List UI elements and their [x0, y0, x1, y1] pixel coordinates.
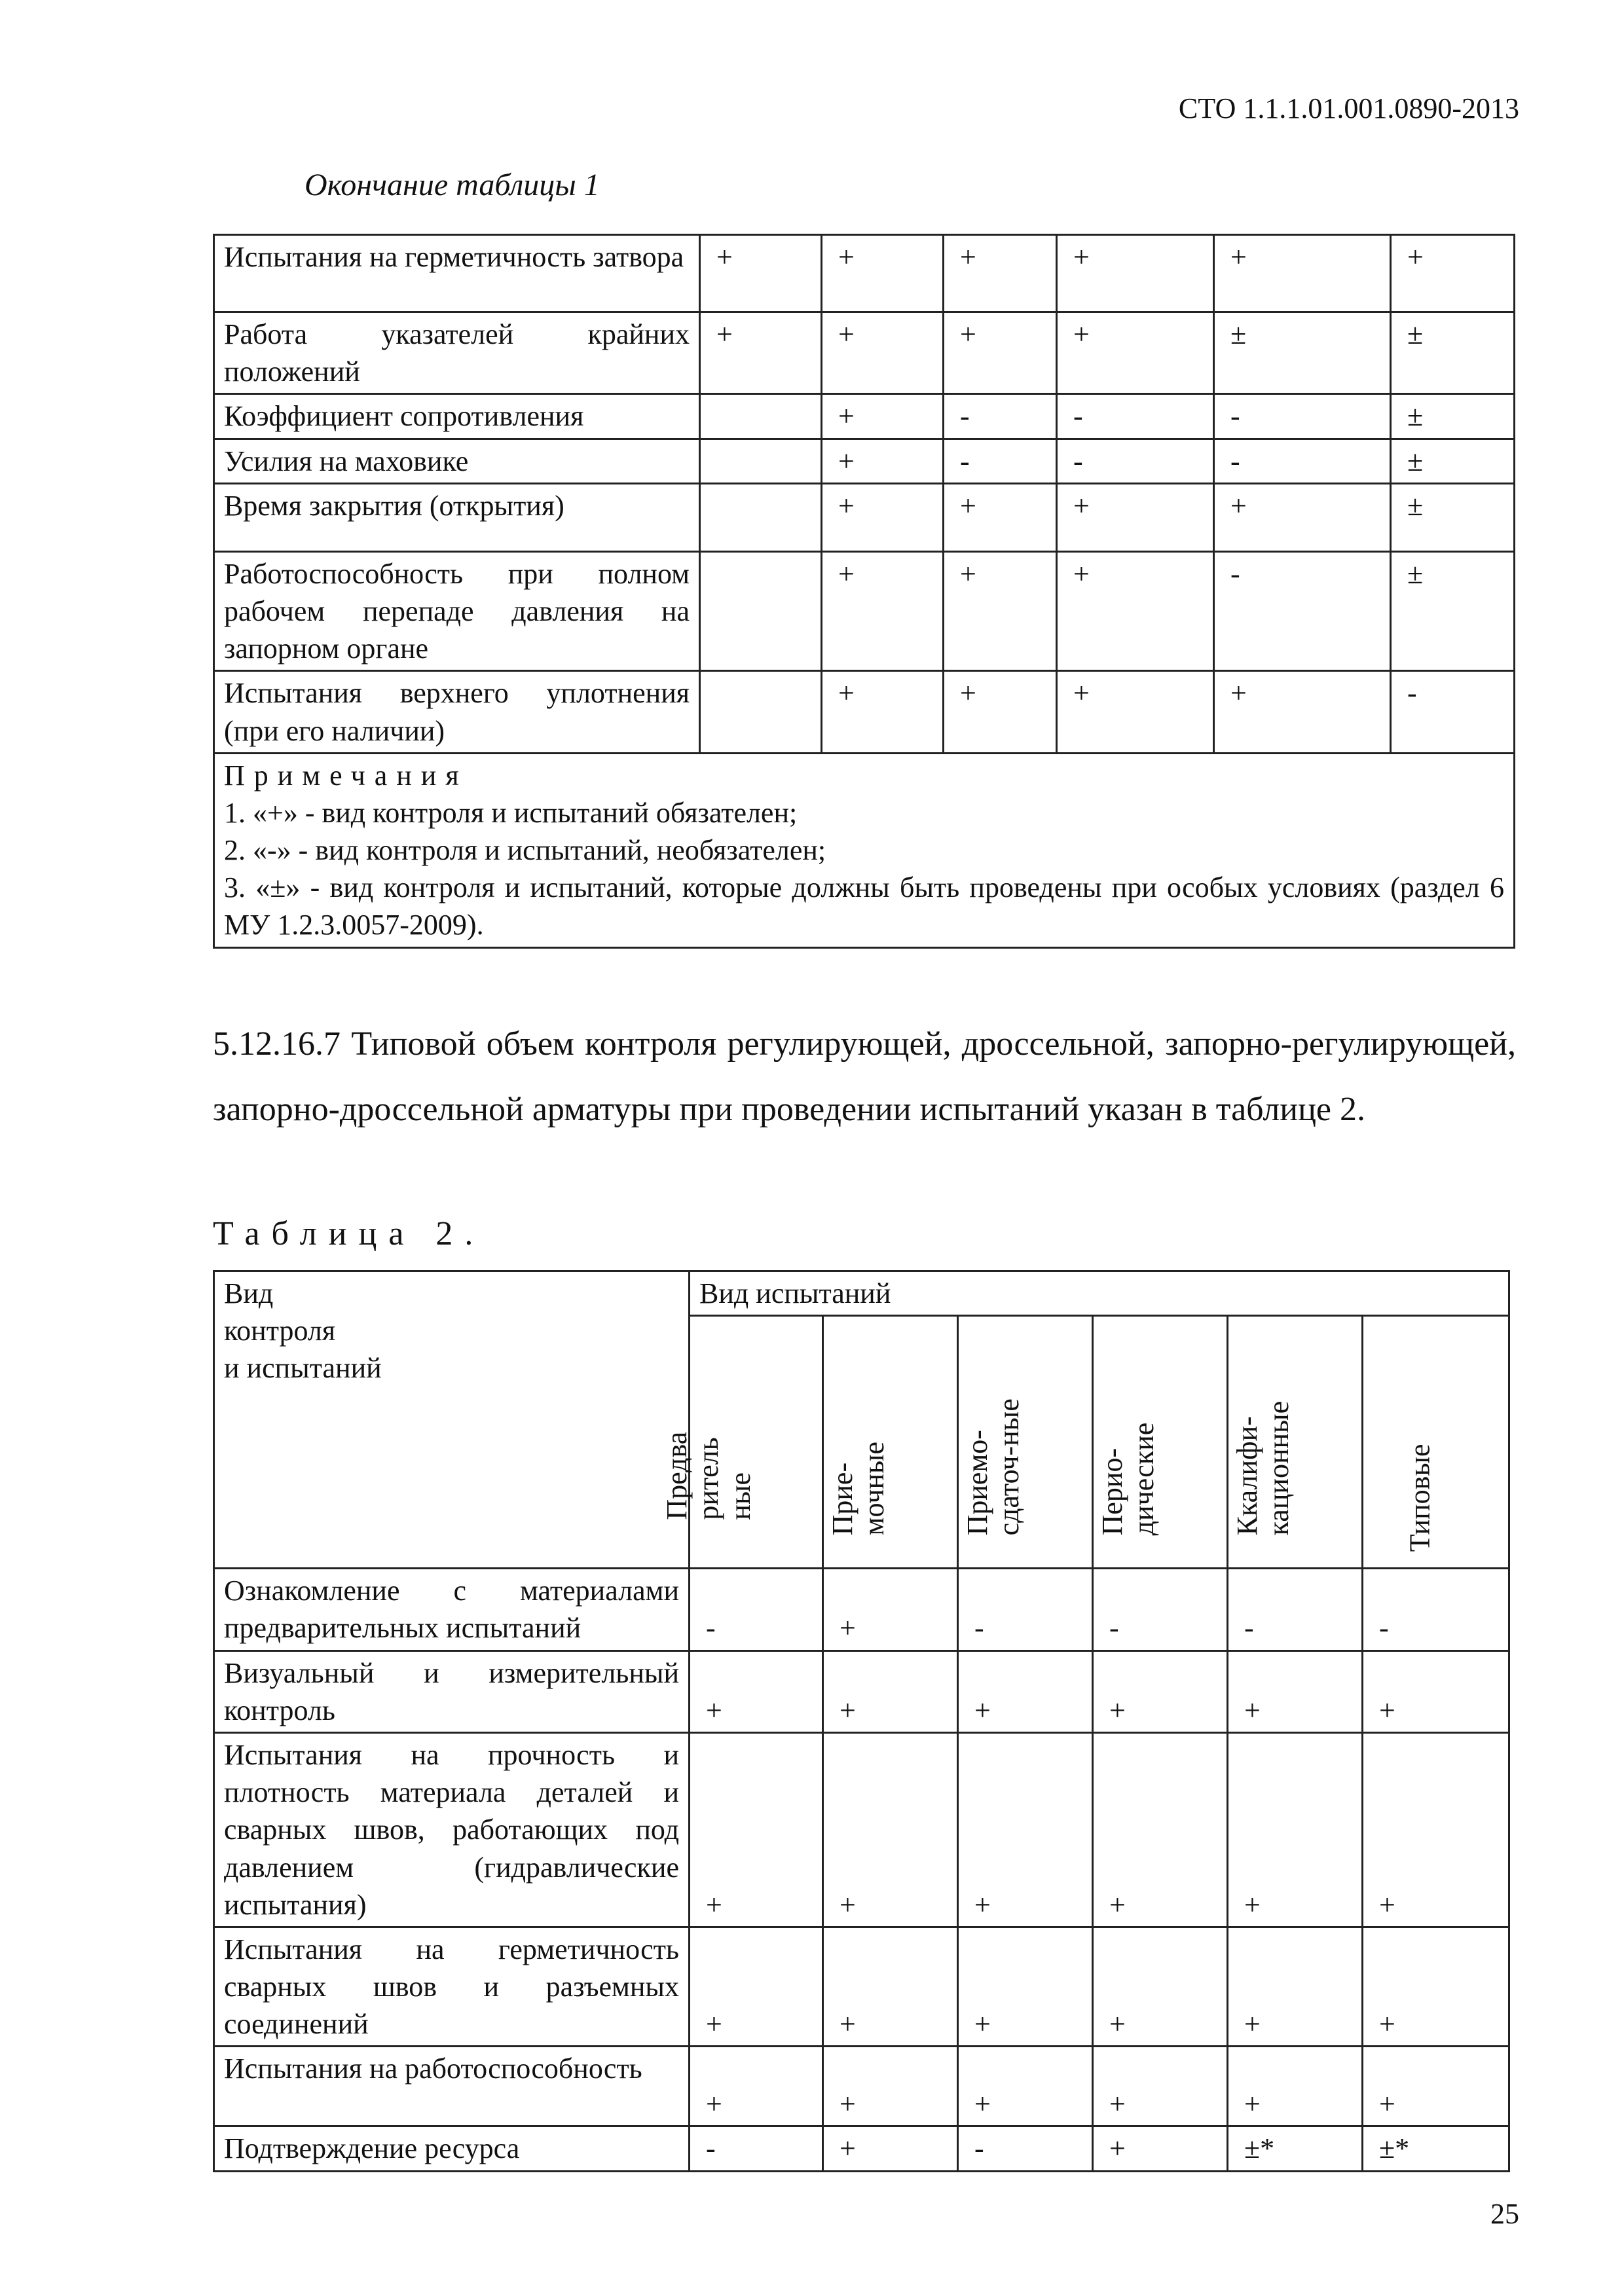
table2-column-header — [1093, 1316, 1228, 1569]
table1-cell: + — [700, 312, 822, 394]
table2-cell: - — [958, 2126, 1093, 2171]
table1-cell: + — [1057, 483, 1214, 551]
table2-cell: + — [1093, 1650, 1228, 1732]
table2-cell: + — [690, 1732, 823, 1927]
table2-cell: - — [1363, 1569, 1509, 1650]
table2-header-group: Вид испытаний — [690, 1271, 1509, 1316]
table1-cell: + — [1214, 483, 1391, 551]
table2-cell: + — [690, 1927, 823, 2047]
table1-row — [214, 551, 1515, 671]
table1-row-label: Работа указателей крайних положений — [214, 312, 700, 394]
table1-cell: - — [1057, 394, 1214, 439]
table2-cell: ±* — [1228, 2126, 1363, 2171]
table2-row — [214, 2126, 1509, 2171]
table2-column-header — [823, 1316, 958, 1569]
table2-cell: - — [690, 1569, 823, 1650]
table1-cell: ± — [1391, 551, 1515, 671]
table1-cell: - — [1214, 551, 1391, 671]
table2-column-header — [1228, 1316, 1363, 1569]
note-item: 2. «-» - вид контроля и испытаний, необязателен; — [224, 834, 826, 867]
table2-cell: + — [1093, 1927, 1228, 2047]
table1-cell: + — [1214, 235, 1391, 312]
table1-cell: - — [944, 394, 1057, 439]
table2-cell: + — [1228, 1650, 1363, 1732]
table1-cell: - — [1391, 671, 1515, 753]
document-code: СТО 1.1.1.01.001.0890-2013 — [1178, 92, 1519, 124]
table2-cell: - — [958, 1569, 1093, 1650]
notes-title: Примечания — [224, 759, 468, 792]
table2-row-label: Испытания на работоспособность — [214, 2047, 690, 2126]
table2-cell: + — [1363, 2047, 1509, 2126]
table2-row-label: Испытания на прочность и плотность материала деталей и сварных швов, работающих под давлением (гидравлические испытания) — [214, 1732, 690, 1927]
table1-cell: + — [822, 551, 944, 671]
table2-cell: + — [823, 1569, 958, 1650]
table1-cell: + — [1057, 312, 1214, 394]
table2-column-header — [660, 1316, 823, 1569]
table1-cell: + — [944, 235, 1057, 312]
table2-cell: + — [823, 1650, 958, 1732]
table1-cell: + — [822, 439, 944, 483]
table2-column-header-label: Перио- дические — [1096, 1423, 1160, 1536]
table1-row-label: Испытания верхнего уплотнения (при его наличии) — [214, 671, 700, 753]
table2-row — [214, 2047, 1509, 2126]
table1-cell: + — [1057, 671, 1214, 753]
table1-cell — [700, 483, 822, 551]
table1-row — [214, 483, 1515, 551]
table1-row — [214, 671, 1515, 753]
table2-cell: - — [1093, 1569, 1228, 1650]
table1-notes-row — [214, 753, 1515, 947]
table2-cell: + — [1363, 1732, 1509, 1927]
table2-cell: + — [823, 1927, 958, 2047]
table1-cell — [700, 671, 822, 753]
table2-cell: + — [823, 1732, 958, 1927]
table1-cell: ± — [1391, 312, 1515, 394]
table1-cell: + — [822, 671, 944, 753]
table1-row-label: Усилия на маховике — [214, 439, 700, 483]
table1-cell: ± — [1391, 483, 1515, 551]
table2-cell: + — [1228, 1732, 1363, 1927]
table2-row-label: Ознакомление с материалами предварительных испытаний — [214, 1569, 690, 1650]
table1-cell: + — [822, 483, 944, 551]
table2-row-label: Визуальный и измерительный контроль — [214, 1650, 690, 1732]
table2-cell: + — [958, 1650, 1093, 1732]
table2-row — [214, 1650, 1509, 1732]
table1-cell: + — [1057, 551, 1214, 671]
section-5-12-16-7-paragraph: 5.12.16.7 Типовой объем контроля регулирующей, дроссельной, запорно-регулирующей, запорно-дроссельной арматуры при проведении испытаний указан в таблице 2. — [213, 1025, 1516, 1128]
table2-row — [214, 1927, 1509, 2047]
table2-column-header-label: Прие- мочные — [826, 1442, 891, 1536]
table1-cell: + — [822, 394, 944, 439]
table2-cell: + — [1093, 1732, 1228, 1927]
table1-row — [214, 439, 1515, 483]
note-item: 3. «±» - вид контроля и испытаний, которые должны быть проведены при особых условиях (раздел 6 МУ 1.2.3.0057-2009). — [224, 871, 1504, 941]
table2-header-left: Вид контроля и испытаний — [214, 1271, 690, 1569]
table2-cell: + — [690, 2047, 823, 2126]
table1-cell: + — [944, 312, 1057, 394]
table1-cell: ± — [1391, 394, 1515, 439]
table1-cell: - — [1214, 394, 1391, 439]
table1-cell: ± — [1214, 312, 1391, 394]
table2-cell: - — [690, 2126, 823, 2171]
table1-row — [214, 312, 1515, 394]
table1-continuation-title: Окончание таблицы 1 — [304, 168, 600, 202]
table1-cell: + — [822, 235, 944, 312]
table2-column-header — [1363, 1316, 1509, 1569]
table2-column-header-label: Типовые — [1403, 1444, 1436, 1552]
table1-cell: - — [944, 439, 1057, 483]
table2-title: Таблица 2. — [213, 1215, 485, 1252]
table2-column-header-label: Предва ритель ные — [660, 1431, 756, 1520]
table2-row — [214, 1569, 1509, 1650]
table1-cell: + — [1214, 671, 1391, 753]
table1-cell — [700, 551, 822, 671]
table2-column-header — [958, 1316, 1093, 1569]
table2-cell: + — [1093, 2126, 1228, 2171]
table2-column-header-label: Ккалифи- кационные — [1230, 1401, 1295, 1536]
table1-cell: + — [944, 671, 1057, 753]
table-1 — [213, 234, 1515, 949]
table2-cell: + — [1093, 2047, 1228, 2126]
table2-cell: + — [1228, 1927, 1363, 2047]
table1-cell: - — [1214, 439, 1391, 483]
table1-cell: - — [1057, 439, 1214, 483]
table1-cell: + — [1057, 235, 1214, 312]
table1-cell: + — [700, 235, 822, 312]
table1-notes — [214, 753, 1515, 947]
table2-cell: + — [1228, 2047, 1363, 2126]
table1-cell: + — [1391, 235, 1515, 312]
table1-row-label: Испытания на герметичность затвора — [214, 235, 700, 312]
table2-cell: + — [823, 2126, 958, 2171]
table1-cell: ± — [1391, 439, 1515, 483]
table2-column-header-label: Приемо- сдаточ-ные — [961, 1398, 1025, 1536]
table2-cell: + — [958, 1732, 1093, 1927]
table1-row — [214, 235, 1515, 312]
note-item: 1. «+» - вид контроля и испытаний обязателен; — [224, 796, 798, 829]
table1-cell: + — [944, 551, 1057, 671]
table1-cell — [700, 394, 822, 439]
table1-cell — [700, 439, 822, 483]
table2-cell: - — [1228, 1569, 1363, 1650]
table2-cell: + — [690, 1650, 823, 1732]
table2-row-label: Подтверждение ресурса — [214, 2126, 690, 2171]
table1-cell: + — [822, 312, 944, 394]
table1-cell: + — [944, 483, 1057, 551]
table2-cell: + — [958, 1927, 1093, 2047]
table-2 — [213, 1270, 1510, 2172]
table2-cell: + — [823, 2047, 958, 2126]
table2-cell: + — [1363, 1927, 1509, 2047]
table1-row-label: Время закрытия (открытия) — [214, 483, 700, 551]
table2-cell: + — [1363, 1650, 1509, 1732]
table1-row — [214, 394, 1515, 439]
table2-row — [214, 1732, 1509, 1927]
table1-row-label: Работоспособность при полном рабочем перепаде давления на запорном органе — [214, 551, 700, 671]
table1-row-label: Коэффициент сопротивления — [214, 394, 700, 439]
table2-cell: ±* — [1363, 2126, 1509, 2171]
page-number: 25 — [1490, 2198, 1519, 2230]
table2-cell: + — [958, 2047, 1093, 2126]
table2-row-label: Испытания на герметичность сварных швов и разъемных соединений — [214, 1927, 690, 2047]
